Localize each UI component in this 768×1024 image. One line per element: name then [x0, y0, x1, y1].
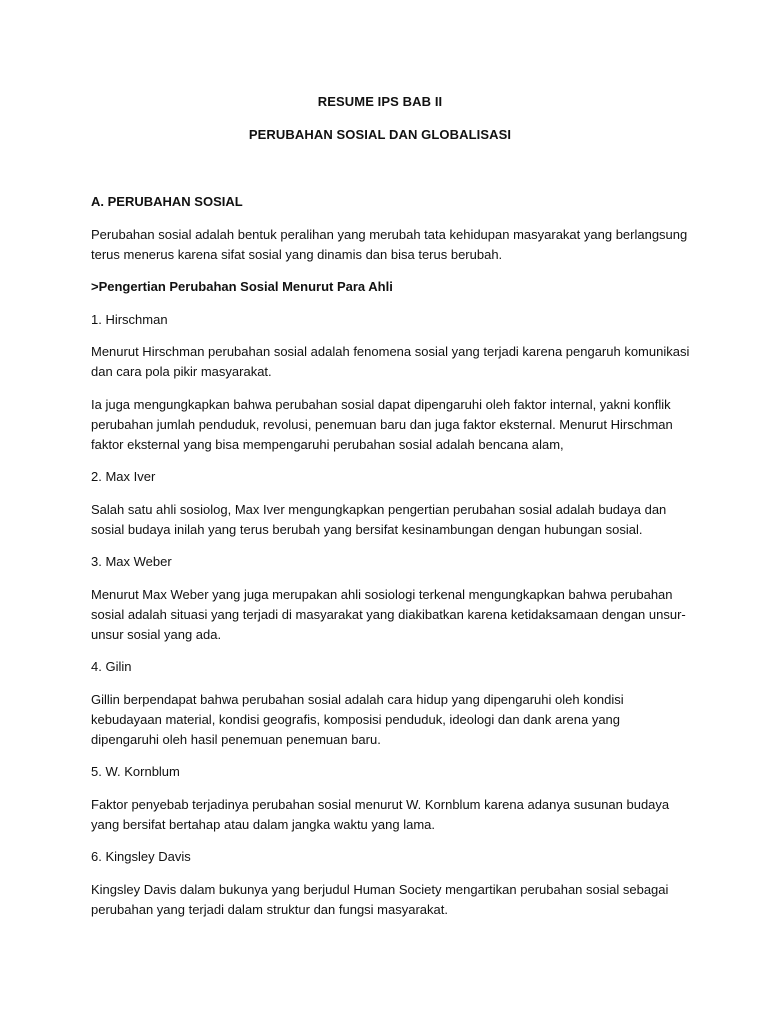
expert-name: 6. Kingsley Davis — [91, 849, 191, 864]
expert-paragraph: Gillin berpendapat bahwa perubahan sosial adalah cara hidup yang dipengaruhi oleh kondisi kebudayaan material, kondisi geografis, komposisi penduduk, ideologi dan dank arena yang dipengaruhi oleh hasil penemuan penemuan baru. — [91, 691, 624, 747]
expert-paragraph: Menurut Hirschman perubahan sosial adalah fenomena sosial yang terjadi karena pengaruh komunikasi dan cara pola pikir masyarakat. — [91, 344, 690, 379]
expert-name: 2. Max Iver — [91, 469, 156, 484]
expert-paragraph: Salah satu ahli sosiolog, Max Iver mengungkapkan pengertian perubahan sosial adalah budaya dan sosial budaya inilah yang terus berubah yang bersifat kesinambungan dengan hubungan sosial. — [91, 501, 667, 537]
experts-subheading: >Pengertian Perubahan Sosial Menurut Para Ahli — [91, 279, 393, 294]
expert-paragraph: Menurut Max Weber yang juga merupakan ahli sosiologi terkenal mengungkapkan bahwa perubahan sosial adalah situasi yang terjadi di masyarakat yang diakibatkan karena ketidaksamaan dengan unsur-unsur sosial yang ada. — [91, 586, 686, 642]
expert-name: 1. Hirschman — [91, 311, 168, 327]
expert-name: 3. Max Weber — [91, 554, 172, 569]
document-subtitle: PERUBAHAN SOSIAL DAN GLOBALISASI — [248, 127, 512, 142]
expert-name: 4. Gilin — [91, 659, 132, 674]
document-body — [91, 192, 691, 932]
expert-paragraph: Kingsley Davis dalam bukunya yang berjudul Human Society mengartikan perubahan sosial sebagai perubahan yang terjadi dalam struktur dan fungsi masyarakat. — [91, 881, 669, 917]
expert-name: 5. W. Kornblum — [91, 764, 180, 779]
document-title: RESUME IPS BAB II — [317, 94, 443, 109]
intro-paragraph: Perubahan sosial adalah bentuk peralihan yang merubah tata kehidupan masyarakat yang berlangsung terus menerus karena sifat sosial yang dinamis dan bisa terus berubah. — [91, 226, 688, 262]
expert-paragraph: Faktor penyebab terjadinya perubahan sosial menurut W. Kornblum karena adanya susunan budaya yang bersifat bertahap atau dalam jangka waktu yang lama. — [91, 796, 670, 832]
expert-paragraph: Ia juga mengungkapkan bahwa perubahan sosial dapat dipengaruhi oleh faktor internal, yakni konflik perubahan jumlah penduduk, revolusi, penemuan baru dan juga faktor eksternal. Menurut Hirschman faktor eksternal yang bisa mempengaruhi perubahan sosial adalah bencana alam, — [91, 396, 673, 452]
section-heading: A. PERUBAHAN SOSIAL — [91, 194, 243, 209]
